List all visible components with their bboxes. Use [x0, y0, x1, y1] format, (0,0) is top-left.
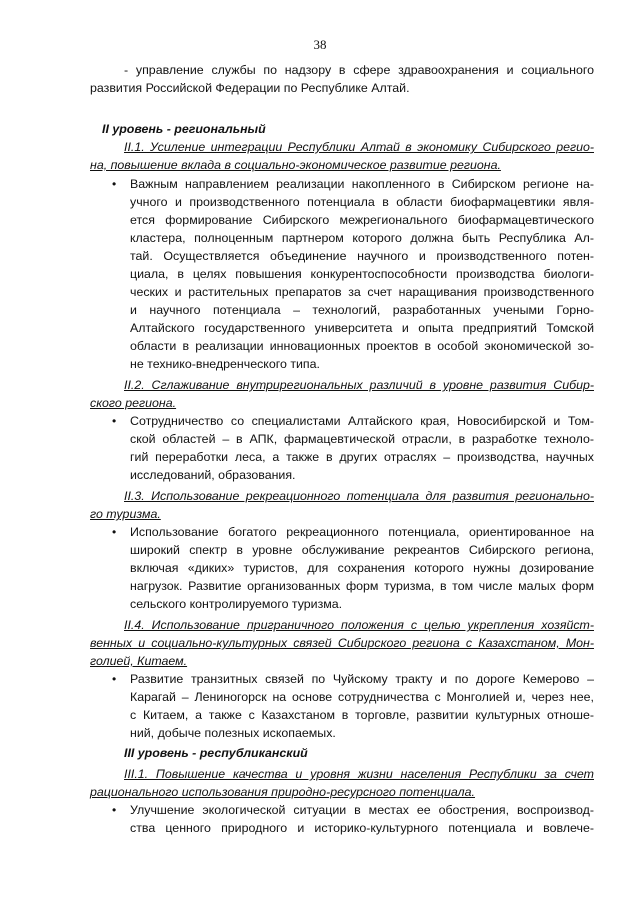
paragraph-line: ской областей – в АПК, фармацевтической отрасли, в разработке техноло- — [130, 432, 594, 446]
paragraph-line: области в реализации инновационных проектов в особой экономической зо- — [130, 339, 594, 353]
paragraph-line: не технико-внедренческого типа. — [130, 357, 320, 371]
section-title: II.2. Сглаживание внутрирегиональных различий в уровне развития Сибир- — [124, 378, 594, 392]
page-number: 38 — [313, 37, 327, 52]
paragraph-line: ческих и растительных препаратов за счет наращивания производственного — [130, 285, 594, 299]
level3-heading: III уровень - республиканский — [124, 746, 308, 760]
paragraph-line: сельского контролируемого туризма. — [130, 597, 343, 611]
paragraph-line: гий переработки леса, а также в других отраслях – производства, научных — [130, 450, 594, 464]
paragraph-line: Алтайского государственного университета и опыта предприятий Томской — [130, 321, 594, 335]
section-title: II.3. Использование рекреационного потенциала для развития регионально- — [124, 489, 594, 503]
paragraph-line: Карагай – Лениногорск на основе сотрудничества с Монголией и, через нее, — [130, 690, 594, 704]
paragraph-line: учного и производственного потенциала в области биофармацевтики явля- — [130, 195, 594, 209]
section-title: III.1. Повышение качества и уровня жизни населения Республики за счет — [124, 767, 594, 781]
bullet-icon: • — [112, 525, 117, 539]
paragraph-line: и научного потенциала – технологий, разработанных учеными Горно- — [130, 303, 594, 317]
paragraph-line: ний, добыче полезных ископаемых. — [130, 726, 336, 740]
paragraph-line: Развитие транзитных связей по Чуйскому тракту и по дороге Кемерово – — [130, 672, 594, 686]
section-title: на, повышение вклада в социально-экономическое развитие региона. — [90, 158, 501, 172]
bullet-icon: • — [112, 803, 117, 817]
paragraph-line: Сотрудничество со специалистами Алтайского края, Новосибирской и Том- — [130, 414, 594, 428]
bullet-icon: • — [112, 672, 117, 686]
paragraph-line: исследований, образования. — [130, 468, 296, 482]
bullet-icon: • — [112, 177, 117, 191]
paragraph-line: ется формирование Сибирского межрегионального биофармацевтического — [130, 213, 594, 227]
intro-line: - управление службы по надзору в сфере здравоохранения и социального — [124, 63, 594, 77]
section-title: голией, Китаем. — [90, 654, 188, 668]
level2-heading: II уровень - региональный — [102, 122, 266, 136]
paragraph-line: нагрузок. Развитие организованных форм туризма, в том числе малых форм — [130, 579, 594, 593]
paragraph-line: Использование богатого рекреационного потенциала, ориентированное на — [130, 525, 594, 539]
section-title: II.4. Использование приграничного положения с целью укрепления хозяйст- — [124, 618, 594, 632]
paragraph-line: кластера, полноценным партнером которого должна быть Республика Ал- — [130, 231, 594, 245]
intro-line: развития Российской Федерации по Республике Алтай. — [90, 81, 410, 95]
paragraph-line: широкий спектр в уровне обслуживание рекреантов Сибирского региона, — [130, 543, 594, 557]
section-title: ского региона. — [90, 396, 177, 410]
paragraph-line: Важным направлением реализации накопленного в Сибирском регионе на- — [130, 177, 594, 191]
paragraph-line: циала, в целях повышения конкурентоспособности производства биологи- — [130, 267, 594, 281]
paragraph-line: Улучшение экологической ситуации в местах ее обострения, воспроизвод- — [130, 803, 594, 817]
paragraph-line: ства ценного природного и историко-культурного потенциала и вовлече- — [130, 821, 594, 835]
section-title: го туризма. — [90, 507, 161, 521]
section-title: рационального использования природно-ресурсного потенциала. — [90, 785, 475, 799]
bullet-icon: • — [112, 414, 117, 428]
section-title: II.1. Усиление интеграции Республики Алтай в экономику Сибирского регио- — [124, 140, 594, 154]
paragraph-line: тай. Осуществляется объединение научного и производственного потен- — [130, 249, 594, 263]
paragraph-line: с Китаем, а также с Казахстаном в торговле, развитии культурных отноше- — [130, 708, 594, 722]
paragraph-line: включая «диких» туристов, для сохранения которого нужны дозирование — [130, 561, 594, 575]
section-title: венных и социально-культурных связей Сибирского региона с Казахстаном, Мон- — [90, 636, 594, 650]
